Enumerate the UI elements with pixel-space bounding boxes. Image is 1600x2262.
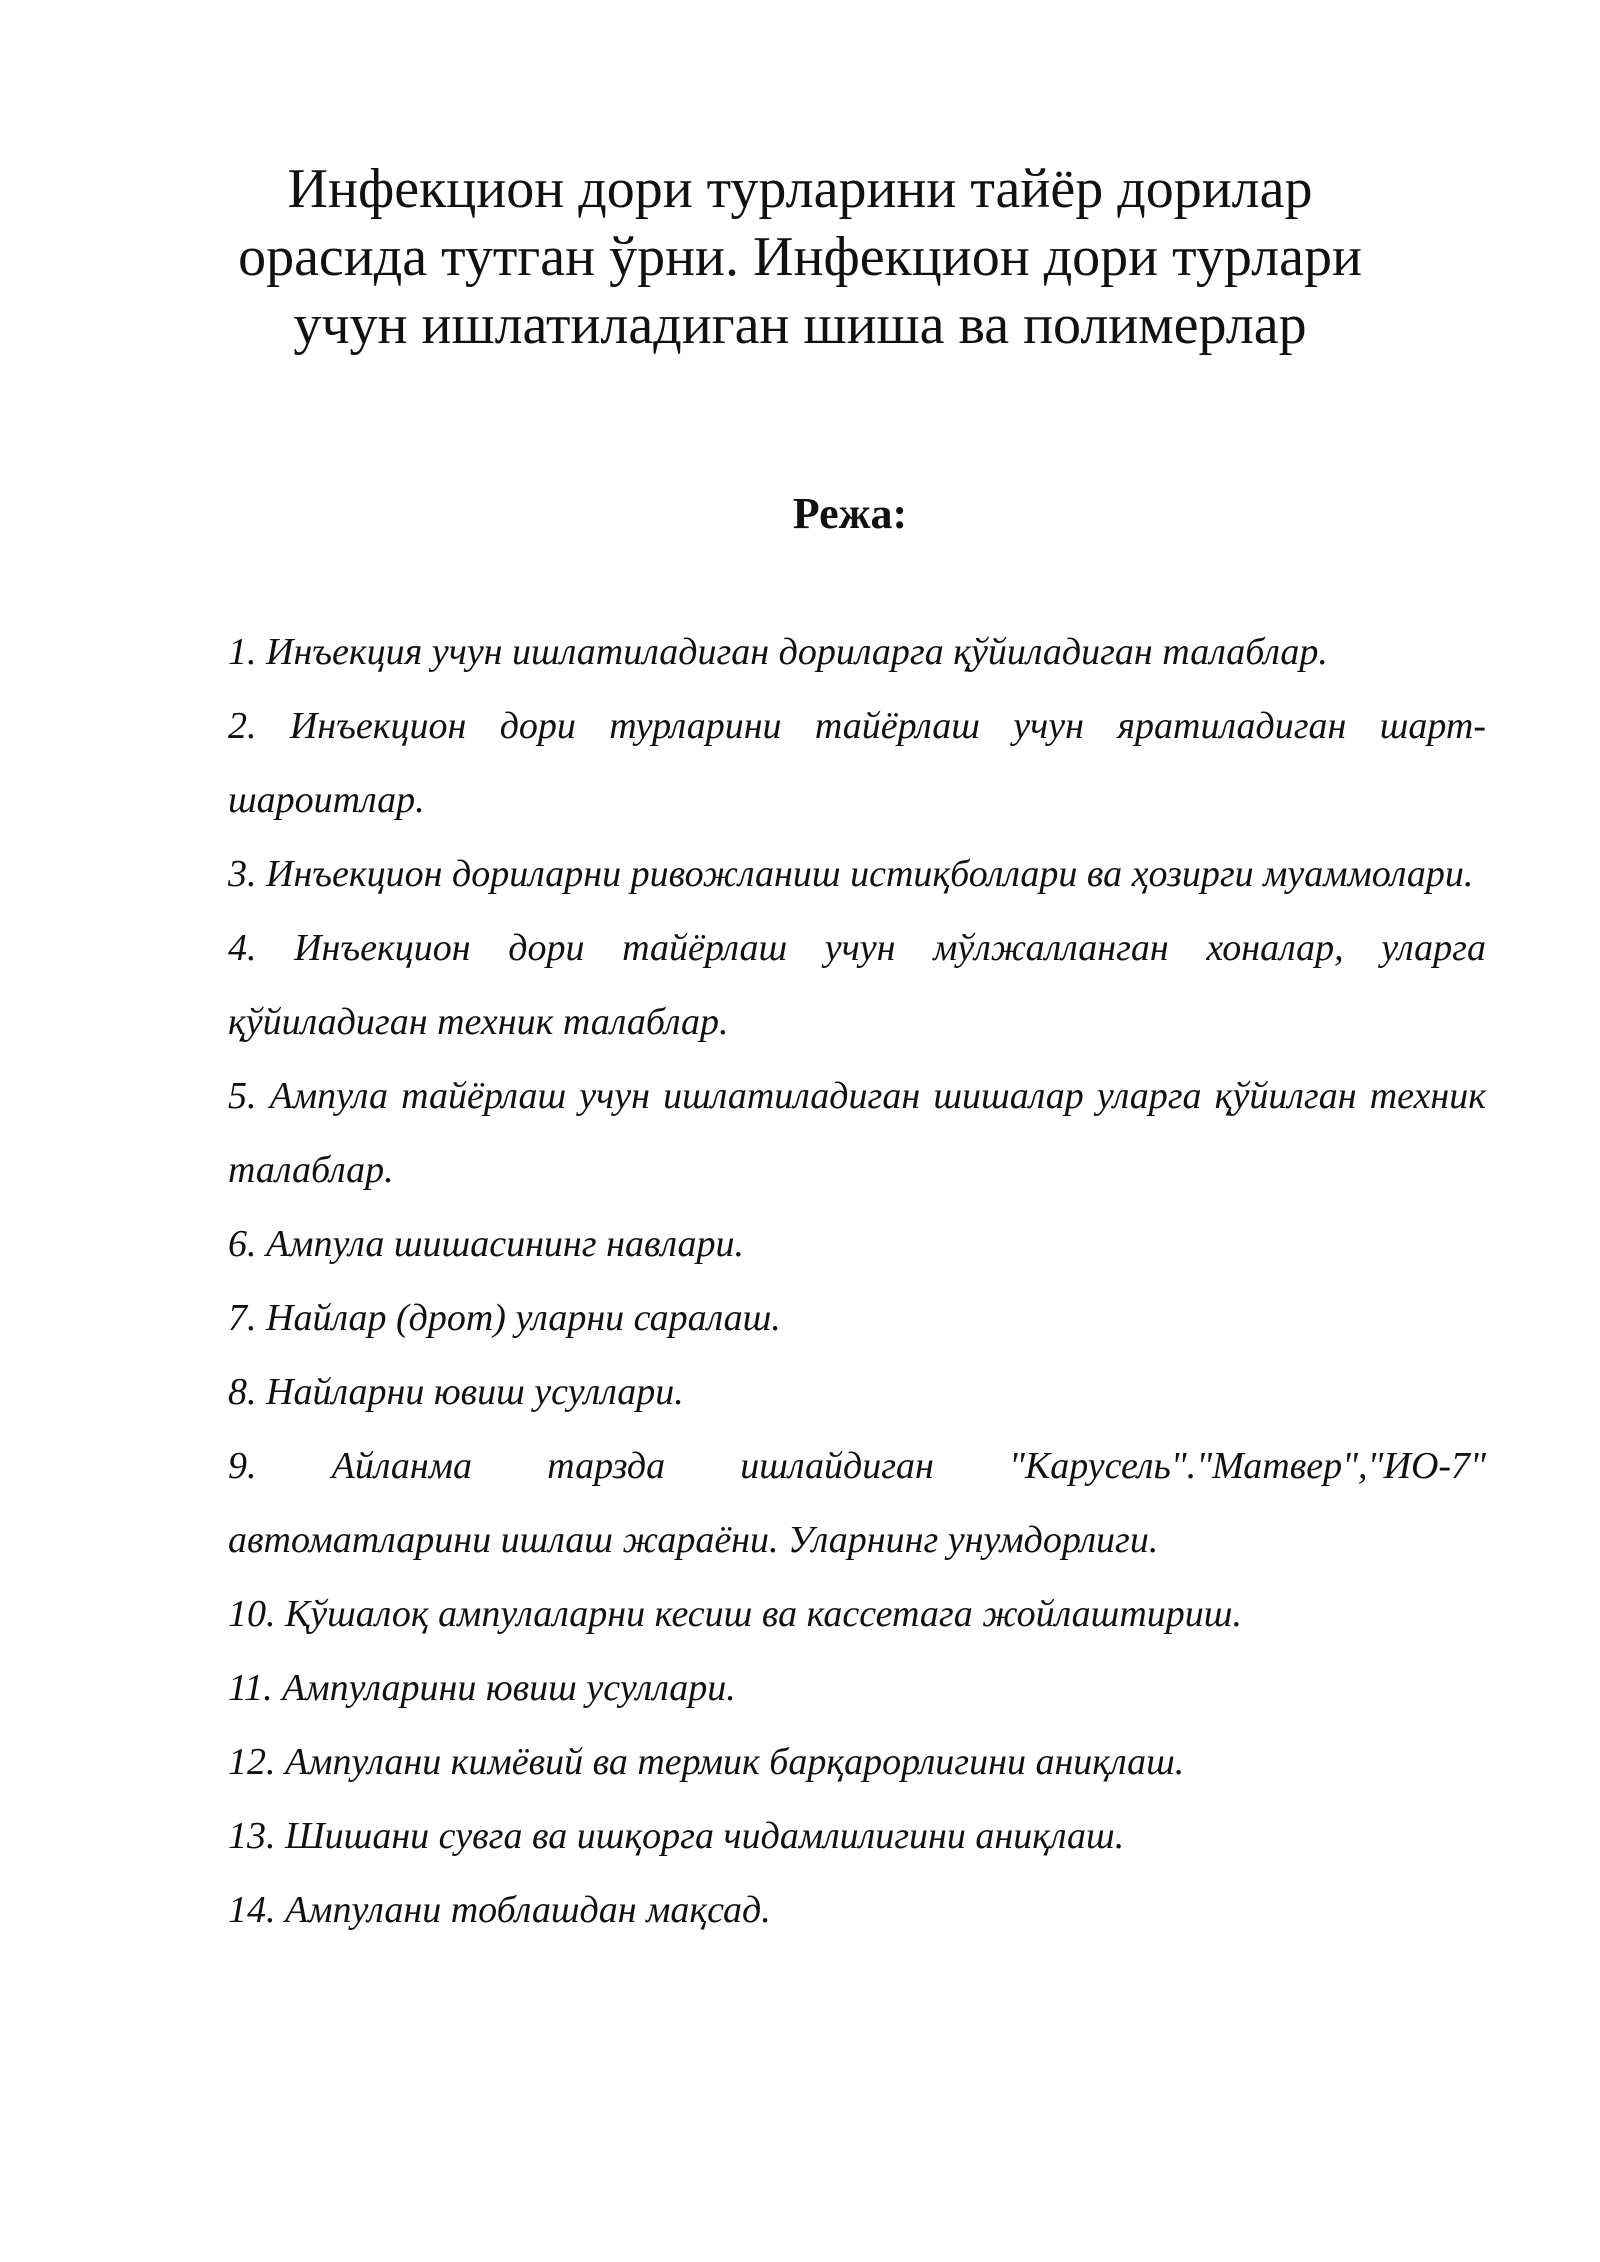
- plan-item: 9. Айланма тарзда ишлайдиган "Карусель"."Матвер","ИО-7" автоматларини ишлаш жараёни. Уларнинг унумдорлиги.: [228, 1445, 1486, 1561]
- plan-item: 6. Ампула шишасининг навлари.: [228, 1223, 744, 1265]
- plan-item: 11. Ампуларини ювиш усуллари.: [228, 1667, 736, 1709]
- plan-item: 4. Инъекцион дори тайёрлаш учун мўлжалланган хоналар, уларга қўйиладиган техник талаблар.: [228, 927, 1486, 1043]
- plan-item: 14. Ампулани тоблашдан мақсад.: [228, 1889, 771, 1931]
- plan-heading: Режа:: [792, 489, 908, 538]
- plan-item: 10. Қўшалоқ ампулаларни кесиш ва кассетага жойлаштириш.: [228, 1593, 1242, 1635]
- plan-item: 5. Ампула тайёрлаш учун ишлатиладиган шишалар уларга қўйилган техник талаблар.: [228, 1075, 1486, 1191]
- plan-item: 12. Ампулани кимёвий ва термик барқарорлигини аниқлаш.: [228, 1741, 1185, 1783]
- title-line: Инфекцион дори турларини тайёр дорилар: [287, 158, 1313, 220]
- title-line: учун ишлатиладиган шиша ва полимерлар: [293, 294, 1307, 356]
- plan-item: 13. Шишани сувга ва ишқорга чидамлилигини аниқлаш.: [228, 1815, 1125, 1857]
- plan-item: 1. Инъекция учун ишлатиладиган дориларга қўйиладиган талаблар.: [228, 631, 1328, 673]
- plan-list: [228, 615, 1486, 1947]
- plan-item: 7. Найлар (дрот) уларни саралаш.: [228, 1297, 781, 1339]
- title-line: орасида тутган ўрни. Инфекцион дори турлари: [238, 226, 1362, 288]
- plan-item: 3. Инъекцион дориларни ривожланиш истиқболлари ва ҳозирги муаммолари.: [228, 853, 1474, 895]
- plan-item: 2. Инъекцион дори турларини тайёрлаш учун яратиладиган шарт-шароитлар.: [228, 705, 1486, 821]
- plan-item: 8. Найларни ювиш усуллари.: [228, 1371, 684, 1413]
- document-title: [200, 155, 1400, 359]
